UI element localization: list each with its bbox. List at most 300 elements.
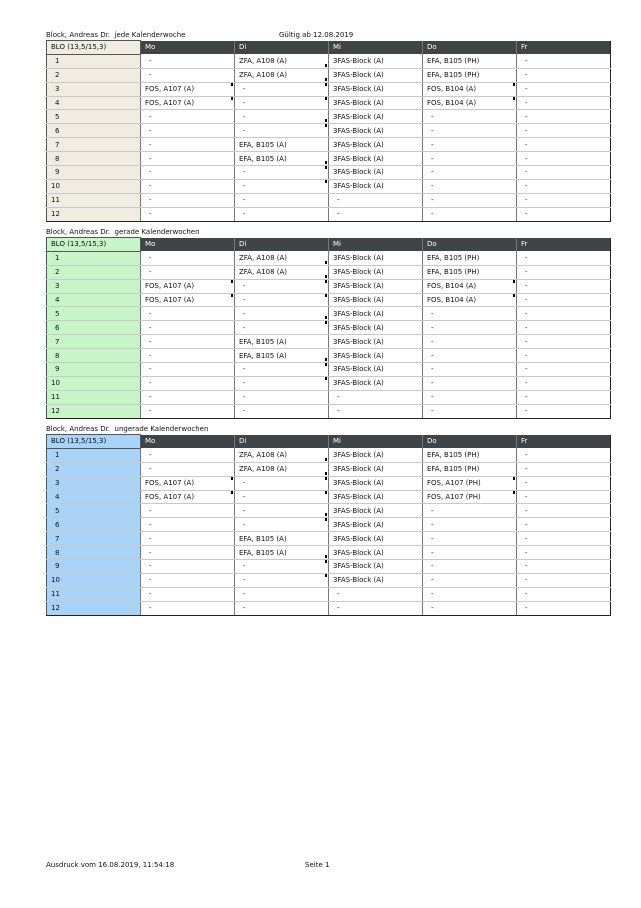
lesson-cell bbox=[235, 349, 329, 363]
lesson-text: - bbox=[149, 71, 152, 80]
change-marker bbox=[325, 560, 327, 563]
lesson-cell bbox=[329, 124, 423, 138]
lesson-cell bbox=[423, 490, 517, 504]
lesson-text: ZFA, A108 (A) bbox=[239, 465, 288, 474]
lesson-text: - bbox=[525, 154, 528, 163]
lesson-cell bbox=[423, 54, 517, 68]
lesson-text: 3FAS-Block (A) bbox=[333, 71, 384, 80]
lesson-cell bbox=[329, 335, 423, 349]
lesson-text: - bbox=[431, 506, 434, 515]
lesson-cell bbox=[517, 68, 611, 82]
period-cell: 9 bbox=[47, 166, 141, 180]
lesson-cell bbox=[235, 546, 329, 560]
change-marker bbox=[325, 477, 327, 480]
lesson-text: - bbox=[149, 590, 152, 599]
change-marker bbox=[513, 491, 515, 494]
lesson-cell bbox=[517, 546, 611, 560]
change-marker bbox=[325, 321, 327, 324]
lesson-text: - bbox=[525, 534, 528, 543]
lesson-cell bbox=[329, 138, 423, 152]
lesson-cell bbox=[235, 193, 329, 207]
timetable-section-odd-weeks bbox=[46, 424, 610, 616]
lesson-cell bbox=[329, 307, 423, 321]
table-row bbox=[47, 265, 611, 279]
lesson-text: EFA, B105 (PH) bbox=[427, 254, 480, 263]
print-timestamp: Ausdruck vom 16.08.2019, 11:54:18 bbox=[46, 861, 175, 869]
period-cell: 8 bbox=[47, 152, 141, 166]
lesson-cell bbox=[329, 279, 423, 293]
lesson-text: - bbox=[525, 268, 528, 277]
table-row bbox=[47, 179, 611, 193]
change-marker bbox=[325, 458, 327, 461]
lesson-cell bbox=[423, 251, 517, 265]
lesson-cell bbox=[423, 138, 517, 152]
change-marker bbox=[231, 97, 233, 100]
table-row bbox=[47, 518, 611, 532]
period-cell: 1 bbox=[47, 448, 141, 462]
timetable-section-every-week bbox=[46, 30, 610, 222]
lesson-cell bbox=[423, 179, 517, 193]
change-marker bbox=[325, 124, 327, 127]
lesson-text: - bbox=[149, 154, 152, 163]
lesson-cell bbox=[423, 265, 517, 279]
lesson-cell bbox=[141, 265, 235, 279]
period-cell: 6 bbox=[47, 124, 141, 138]
table-row bbox=[47, 68, 611, 82]
lesson-text: 3FAS-Block (A) bbox=[333, 154, 384, 163]
lesson-text: - bbox=[149, 379, 152, 388]
lesson-cell bbox=[235, 152, 329, 166]
table-row bbox=[47, 166, 611, 180]
change-marker bbox=[231, 83, 233, 86]
lesson-cell bbox=[141, 307, 235, 321]
day-header: Do bbox=[423, 238, 517, 252]
lesson-text: 3FAS-Block (A) bbox=[333, 351, 384, 360]
period-cell: 6 bbox=[47, 321, 141, 335]
period-cell: 10 bbox=[47, 179, 141, 193]
change-marker bbox=[325, 574, 327, 577]
lesson-text: - bbox=[243, 590, 246, 599]
lesson-cell bbox=[517, 110, 611, 124]
lesson-text: ZFA, A108 (A) bbox=[239, 451, 288, 460]
lesson-text: 3FAS-Block (A) bbox=[333, 296, 384, 304]
lesson-text: - bbox=[525, 99, 528, 107]
day-header: Do bbox=[423, 41, 517, 55]
week-type-label: jede Kalenderwoche bbox=[114, 31, 186, 39]
lesson-text: FOS, A107 (PH) bbox=[427, 493, 481, 501]
lesson-text: - bbox=[431, 309, 434, 318]
period-cell: 5 bbox=[47, 307, 141, 321]
lesson-text: - bbox=[337, 210, 340, 219]
section-title bbox=[46, 424, 610, 434]
lesson-text: 3FAS-Block (A) bbox=[333, 365, 384, 374]
lesson-text: - bbox=[243, 85, 246, 94]
lesson-text: EFA, B105 (A) bbox=[239, 154, 287, 163]
lesson-cell bbox=[517, 587, 611, 601]
lesson-cell bbox=[235, 110, 329, 124]
lesson-text: - bbox=[149, 168, 152, 177]
lesson-cell bbox=[141, 179, 235, 193]
lesson-text: - bbox=[525, 506, 528, 515]
lesson-text: - bbox=[149, 351, 152, 360]
day-header: Fr bbox=[517, 435, 611, 449]
lesson-cell bbox=[423, 279, 517, 293]
lesson-cell bbox=[329, 363, 423, 377]
lesson-cell bbox=[423, 532, 517, 546]
table-row bbox=[47, 587, 611, 601]
table-row bbox=[47, 335, 611, 349]
lesson-cell bbox=[329, 490, 423, 504]
lesson-text: - bbox=[149, 534, 152, 543]
table-row bbox=[47, 504, 611, 518]
teacher-name: Block, Andreas Dr. bbox=[46, 228, 111, 236]
change-marker bbox=[325, 64, 327, 67]
lesson-text: - bbox=[525, 210, 528, 219]
lesson-cell bbox=[517, 293, 611, 307]
lesson-cell bbox=[235, 96, 329, 110]
lesson-cell bbox=[329, 546, 423, 560]
lesson-text: - bbox=[431, 182, 434, 191]
lesson-cell bbox=[517, 138, 611, 152]
lesson-text: - bbox=[243, 604, 246, 613]
lesson-text: - bbox=[431, 534, 434, 543]
lesson-text: - bbox=[149, 393, 152, 402]
day-header: Mo bbox=[141, 41, 235, 55]
table-row bbox=[47, 193, 611, 207]
lesson-cell bbox=[141, 490, 235, 504]
lesson-text: - bbox=[525, 548, 528, 557]
table-row bbox=[47, 448, 611, 462]
lesson-cell bbox=[423, 82, 517, 96]
lesson-text: - bbox=[337, 590, 340, 599]
lesson-text: - bbox=[431, 604, 434, 613]
lesson-cell bbox=[329, 82, 423, 96]
timetable bbox=[46, 434, 611, 616]
lesson-text: - bbox=[149, 576, 152, 585]
table-row bbox=[47, 307, 611, 321]
lesson-cell bbox=[329, 532, 423, 546]
period-cell: 7 bbox=[47, 138, 141, 152]
lesson-cell bbox=[235, 363, 329, 377]
lesson-text: - bbox=[431, 196, 434, 205]
lesson-cell bbox=[517, 179, 611, 193]
lesson-text: - bbox=[337, 407, 340, 416]
lesson-text: - bbox=[431, 407, 434, 416]
lesson-text: - bbox=[243, 210, 246, 219]
table-row bbox=[47, 279, 611, 293]
lesson-text: - bbox=[525, 451, 528, 460]
lesson-text: - bbox=[525, 590, 528, 599]
lesson-text: - bbox=[243, 365, 246, 374]
table-row bbox=[47, 124, 611, 138]
period-cell: 5 bbox=[47, 504, 141, 518]
lesson-text: - bbox=[525, 309, 528, 318]
table-row bbox=[47, 363, 611, 377]
day-header: Mi bbox=[329, 41, 423, 55]
table-row bbox=[47, 476, 611, 490]
lesson-cell bbox=[329, 404, 423, 418]
lesson-text: - bbox=[149, 196, 152, 205]
lesson-cell bbox=[235, 560, 329, 574]
lesson-text: - bbox=[243, 323, 246, 332]
lesson-cell bbox=[423, 518, 517, 532]
lesson-text: 3FAS-Block (A) bbox=[333, 548, 384, 557]
lesson-cell bbox=[141, 349, 235, 363]
lesson-text: FOS, A107 (A) bbox=[145, 282, 195, 291]
lesson-cell bbox=[517, 279, 611, 293]
lesson-cell bbox=[329, 349, 423, 363]
lesson-cell bbox=[423, 321, 517, 335]
lesson-text: - bbox=[149, 520, 152, 529]
lesson-text: 3FAS-Block (A) bbox=[333, 323, 384, 332]
lesson-text: EFA, B105 (PH) bbox=[427, 268, 480, 277]
lesson-text: FOS, A107 (A) bbox=[145, 493, 195, 501]
lesson-cell bbox=[517, 251, 611, 265]
lesson-cell bbox=[517, 462, 611, 476]
lesson-cell bbox=[517, 376, 611, 390]
lesson-cell bbox=[235, 448, 329, 462]
table-row bbox=[47, 560, 611, 574]
lesson-text: EFA, B105 (PH) bbox=[427, 57, 480, 66]
lesson-text: - bbox=[243, 112, 246, 121]
lesson-cell bbox=[423, 390, 517, 404]
lesson-text: EFA, B105 (A) bbox=[239, 351, 287, 360]
lesson-text: - bbox=[149, 126, 152, 135]
lesson-text: - bbox=[149, 465, 152, 474]
header-row bbox=[47, 41, 611, 55]
day-header: Di bbox=[235, 435, 329, 449]
lesson-text: - bbox=[525, 254, 528, 263]
lesson-cell bbox=[235, 293, 329, 307]
lesson-cell bbox=[141, 251, 235, 265]
corner-label: BLO (13,5/15,3) bbox=[47, 41, 141, 55]
lesson-cell bbox=[141, 462, 235, 476]
teacher-name: Block, Andreas Dr. bbox=[46, 31, 111, 39]
lesson-cell bbox=[141, 448, 235, 462]
lesson-text: - bbox=[149, 506, 152, 515]
lesson-cell bbox=[235, 504, 329, 518]
lesson-cell bbox=[423, 363, 517, 377]
timetable bbox=[46, 40, 611, 222]
lesson-text: - bbox=[243, 493, 246, 501]
lesson-text: - bbox=[243, 393, 246, 402]
lesson-cell bbox=[517, 390, 611, 404]
lesson-text: - bbox=[243, 506, 246, 515]
lesson-text: EFA, B105 (PH) bbox=[427, 71, 480, 80]
lesson-text: - bbox=[243, 168, 246, 177]
timetable bbox=[46, 237, 611, 419]
lesson-cell bbox=[423, 335, 517, 349]
lesson-cell bbox=[423, 166, 517, 180]
lesson-text: - bbox=[149, 210, 152, 219]
lesson-cell bbox=[329, 179, 423, 193]
lesson-text: - bbox=[431, 562, 434, 571]
day-header: Do bbox=[423, 435, 517, 449]
lesson-cell bbox=[329, 68, 423, 82]
lesson-text: - bbox=[243, 520, 246, 529]
lesson-text: - bbox=[431, 365, 434, 374]
lesson-text: EFA, B105 (A) bbox=[239, 548, 287, 557]
table-row bbox=[47, 293, 611, 307]
lesson-text: - bbox=[431, 140, 434, 149]
lesson-cell bbox=[329, 587, 423, 601]
lesson-text: 3FAS-Block (A) bbox=[333, 168, 384, 177]
lesson-cell bbox=[517, 363, 611, 377]
lesson-text: - bbox=[149, 451, 152, 460]
table-row bbox=[47, 490, 611, 504]
table-row bbox=[47, 462, 611, 476]
table-row bbox=[47, 349, 611, 363]
lesson-text: ZFA, A108 (A) bbox=[239, 71, 288, 80]
table-row bbox=[47, 573, 611, 587]
lesson-cell bbox=[329, 166, 423, 180]
lesson-text: EFA, B105 (A) bbox=[239, 337, 287, 346]
lesson-cell bbox=[517, 54, 611, 68]
change-marker bbox=[231, 491, 233, 494]
lesson-cell bbox=[517, 166, 611, 180]
table-row bbox=[47, 390, 611, 404]
lesson-cell bbox=[423, 96, 517, 110]
lesson-cell bbox=[141, 279, 235, 293]
lesson-cell bbox=[235, 601, 329, 615]
lesson-cell bbox=[141, 546, 235, 560]
lesson-text: - bbox=[525, 337, 528, 346]
lesson-text: 3FAS-Block (A) bbox=[333, 112, 384, 121]
lesson-text: - bbox=[525, 182, 528, 191]
change-marker bbox=[513, 83, 515, 86]
lesson-cell bbox=[141, 166, 235, 180]
period-cell: 6 bbox=[47, 518, 141, 532]
lesson-cell bbox=[235, 587, 329, 601]
lesson-cell bbox=[141, 110, 235, 124]
table-row bbox=[47, 96, 611, 110]
lesson-text: - bbox=[525, 112, 528, 121]
change-marker bbox=[325, 275, 327, 278]
period-cell: 4 bbox=[47, 490, 141, 504]
period-cell: 4 bbox=[47, 293, 141, 307]
lesson-cell bbox=[517, 82, 611, 96]
lesson-text: 3FAS-Block (A) bbox=[333, 126, 384, 135]
lesson-cell bbox=[235, 68, 329, 82]
period-cell: 11 bbox=[47, 390, 141, 404]
lesson-text: - bbox=[337, 393, 340, 402]
lesson-text: 3FAS-Block (A) bbox=[333, 57, 384, 66]
day-header: Fr bbox=[517, 41, 611, 55]
period-cell: 8 bbox=[47, 546, 141, 560]
period-cell: 3 bbox=[47, 279, 141, 293]
lesson-text: - bbox=[149, 604, 152, 613]
lesson-cell bbox=[329, 518, 423, 532]
lesson-text: - bbox=[243, 379, 246, 388]
lesson-text: 3FAS-Block (A) bbox=[333, 99, 384, 107]
lesson-cell bbox=[141, 335, 235, 349]
lesson-cell bbox=[235, 462, 329, 476]
header-row bbox=[47, 238, 611, 252]
lesson-cell bbox=[517, 193, 611, 207]
lesson-cell bbox=[329, 265, 423, 279]
lesson-text: - bbox=[149, 57, 152, 66]
table-row bbox=[47, 404, 611, 418]
lesson-cell bbox=[235, 404, 329, 418]
change-marker bbox=[231, 477, 233, 480]
lesson-cell bbox=[329, 448, 423, 462]
period-cell: 5 bbox=[47, 110, 141, 124]
period-cell: 12 bbox=[47, 207, 141, 221]
lesson-cell bbox=[329, 390, 423, 404]
change-marker bbox=[325, 166, 327, 169]
lesson-cell bbox=[141, 82, 235, 96]
lesson-cell bbox=[517, 265, 611, 279]
lesson-cell bbox=[235, 124, 329, 138]
lesson-text: - bbox=[149, 182, 152, 191]
lesson-cell bbox=[235, 390, 329, 404]
lesson-text: - bbox=[149, 323, 152, 332]
valid-from-label: Gültig ab 12.08.2019 bbox=[279, 31, 354, 39]
lesson-text: 3FAS-Block (A) bbox=[333, 309, 384, 318]
lesson-cell bbox=[517, 560, 611, 574]
lesson-cell bbox=[517, 349, 611, 363]
lesson-text: - bbox=[431, 351, 434, 360]
table-row bbox=[47, 601, 611, 615]
lesson-cell bbox=[517, 335, 611, 349]
lesson-text: - bbox=[431, 126, 434, 135]
lesson-cell bbox=[141, 376, 235, 390]
change-marker bbox=[325, 555, 327, 558]
change-marker bbox=[513, 280, 515, 283]
lesson-text: 3FAS-Block (A) bbox=[333, 520, 384, 529]
page-number: Seite 1 bbox=[305, 861, 330, 869]
lesson-text: 3FAS-Block (A) bbox=[333, 576, 384, 585]
lesson-cell bbox=[329, 462, 423, 476]
lesson-cell bbox=[423, 462, 517, 476]
lesson-cell bbox=[423, 560, 517, 574]
lesson-text: - bbox=[337, 196, 340, 205]
lesson-cell bbox=[235, 279, 329, 293]
lesson-cell bbox=[423, 587, 517, 601]
lesson-cell bbox=[329, 251, 423, 265]
lesson-cell bbox=[141, 321, 235, 335]
lesson-cell bbox=[235, 207, 329, 221]
table-row bbox=[47, 138, 611, 152]
change-marker bbox=[325, 280, 327, 283]
lesson-cell bbox=[329, 376, 423, 390]
lesson-text: - bbox=[243, 576, 246, 585]
table-row bbox=[47, 532, 611, 546]
lesson-text: - bbox=[525, 465, 528, 474]
lesson-cell bbox=[517, 476, 611, 490]
teacher-name: Block, Andreas Dr. bbox=[46, 425, 111, 433]
change-marker bbox=[325, 316, 327, 319]
period-cell: 3 bbox=[47, 476, 141, 490]
lesson-cell bbox=[423, 110, 517, 124]
lesson-text: FOS, A107 (A) bbox=[145, 85, 195, 94]
lesson-text: 3FAS-Block (A) bbox=[333, 337, 384, 346]
lesson-text: ZFA, A108 (A) bbox=[239, 254, 288, 263]
change-marker bbox=[231, 280, 233, 283]
lesson-text: - bbox=[525, 282, 528, 291]
lesson-cell bbox=[517, 518, 611, 532]
lesson-text: - bbox=[243, 282, 246, 291]
lesson-text: - bbox=[525, 323, 528, 332]
change-marker bbox=[231, 294, 233, 297]
lesson-text: - bbox=[243, 196, 246, 205]
lesson-text: - bbox=[525, 520, 528, 529]
lesson-cell bbox=[423, 68, 517, 82]
lesson-cell bbox=[423, 376, 517, 390]
lesson-text: 3FAS-Block (A) bbox=[333, 254, 384, 263]
period-cell: 1 bbox=[47, 54, 141, 68]
lesson-cell bbox=[423, 404, 517, 418]
